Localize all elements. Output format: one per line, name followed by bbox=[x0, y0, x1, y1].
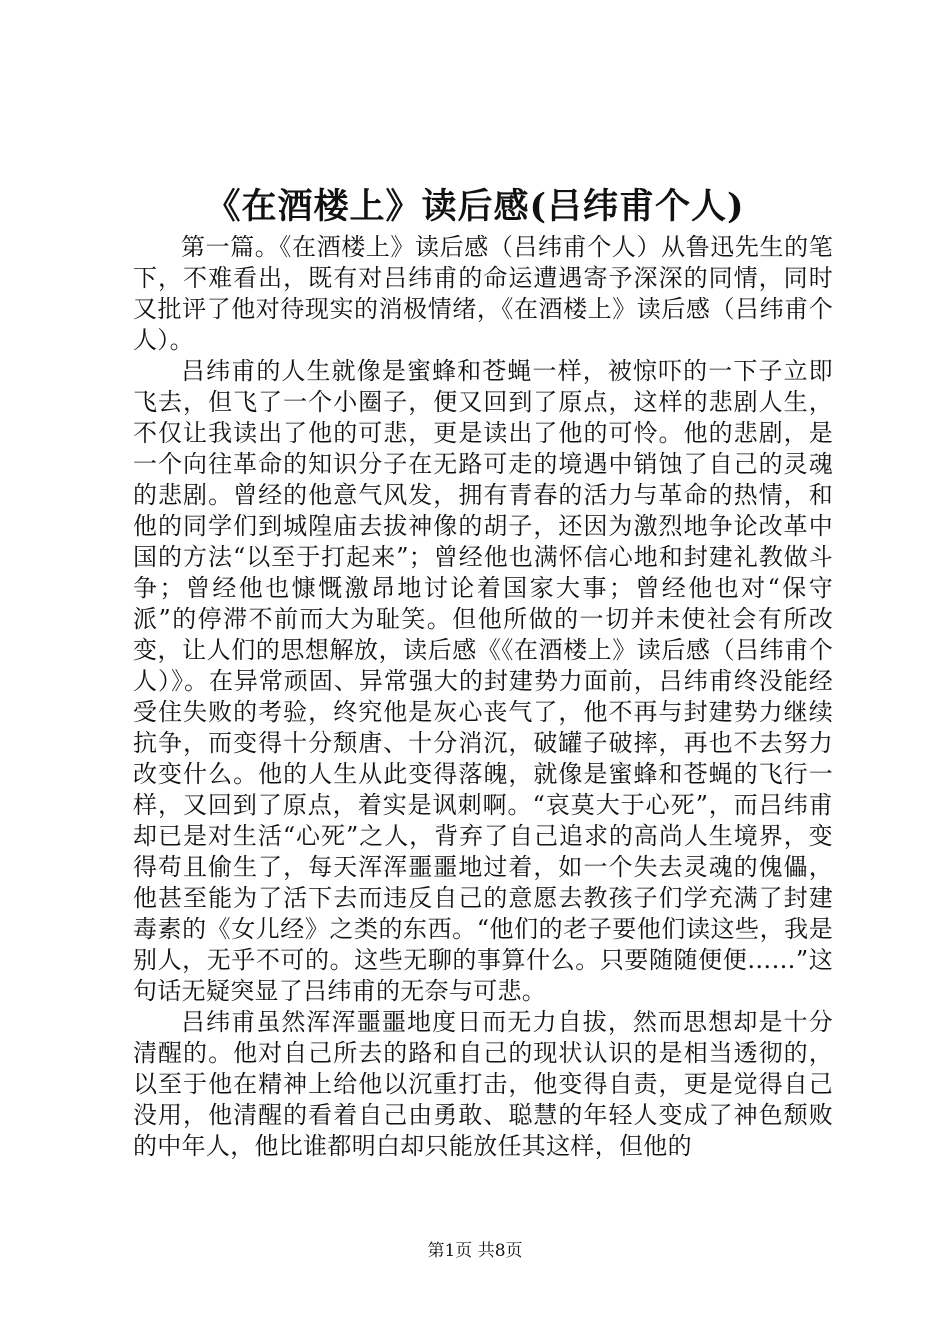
paragraph-2: 吕纬甫的人生就像是蜜蜂和苍蝇一样，被惊吓的一下子立即飞去，但飞了一个小圈子，便又回到了原点，这样的悲剧人生，不仅让我读出了他的可悲，更是读出了他的可怜。他的悲剧，是一个向往革命的知识分子在无路可走的境遇中销蚀了自己的灵魂的悲剧。曾经的他意气风发，拥有青春的活力与革命的热情，和他的同学们到城隍庙去拔神像的胡子，还因为激烈地争论改革中国的方法“以至于打起来”；曾经他也满怀信心地和封建礼教做斗争；曾经他也慷慨激昂地讨论着国家大事；曾经他也对“保守派”的停滞不前而大为耻笑。但他所做的一切并未使社会有所改变，让人们的思想解放，读后感《《在酒楼上》读后感（吕纬甫个人）》。在异常顽固、异常强大的封建势力面前，吕纬甫终没能经受住失败的考验，终究他是灰心丧气了，他不再与封建势力继续抗争，而变得十分颓唐、十分消沉，破罐子破摔，再也不去努力改变什么。他的人生从此变得落魄，就像是蜜蜂和苍蝇的飞行一样，又回到了原点，着实是讽刺啊。“哀莫大于心死”，而吕纬甫却已是对生活“心死”之人，背弃了自己追求的高尚人生境界，变得苟且偷生了，每天浑浑噩噩地过着，如一个失去灵魂的傀儡，他甚至能为了活下去而违反自己的意愿去教孩子们学充满了封建毒素的《女儿经》之类的东西。“他们的老子要他们读这些，我是别人，无乎不可的。这些无聊的事算什么。只要随随便便……”这句话无疑突显了吕纬甫的无奈与可悲。 bbox=[133, 357, 833, 1005]
paragraph-3: 吕纬甫虽然浑浑噩噩地度日而无力自拔，然而思想却是十分清醒的。他对自己所去的路和自己的现状认识的是相当透彻的，以至于他在精神上给他以沉重打击，他变得自责，更是觉得自己没用，他清醒的看着自己由勇敢、聪慧的年轻人变成了神色颓败的中年人，他比谁都明白却只能放任其这样，但他的 bbox=[133, 1008, 833, 1160]
document-body bbox=[133, 232, 833, 1162]
paragraph-1: 第一篇。《在酒楼上》读后感（吕纬甫个人）从鲁迅先生的笔下，不难看出，既有对吕纬甫的命运遭遇寄予深深的同情，同时又批评了他对待现实的消极情绪，《在酒楼上》读后感（吕纬甫个人）。 bbox=[133, 233, 833, 354]
document-title: 《在酒楼上》读后感(吕纬甫个人) bbox=[205, 186, 745, 227]
page-number-footer: 第1页 共8页 bbox=[427, 1241, 523, 1261]
